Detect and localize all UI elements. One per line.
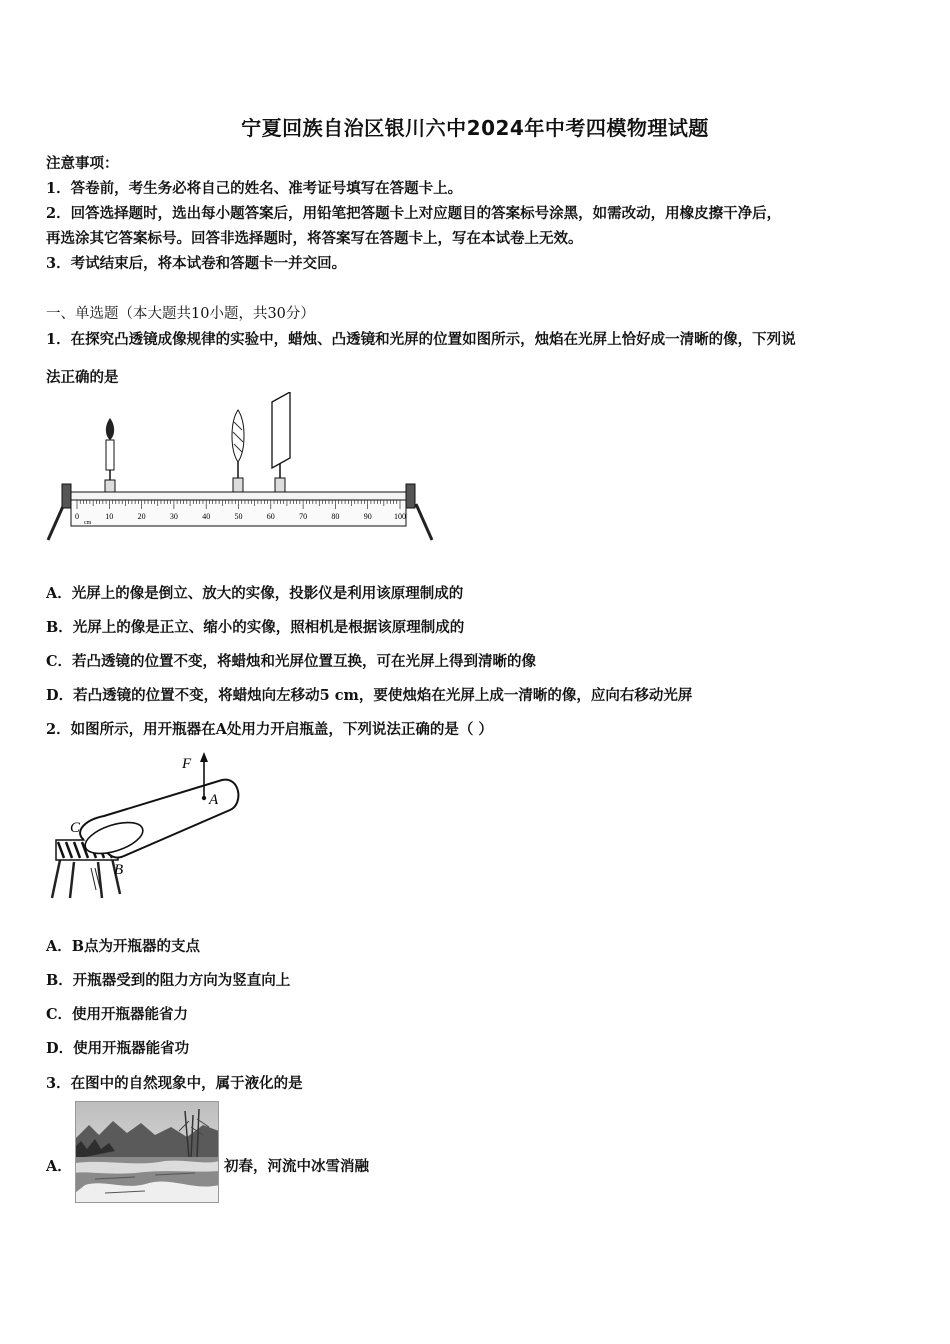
label-c: C [70,820,81,836]
q1-option-a: A．光屏上的像是倒立、放大的实像，投影仪是利用该原理制成的 [46,585,464,602]
notice-item: 1．答卷前，考生务必将自己的姓名、准考证号填写在答题卡上。 [46,180,463,197]
scale-tick-label: 40 [202,512,211,521]
scale-tick-label: 80 [331,512,340,521]
q2-option-d: D．使用开瓶器能省功 [46,1040,190,1057]
q1-stem-cont: 法正确的是 [46,369,119,386]
river-thaw-photo [75,1101,219,1203]
candle-holder [105,480,115,492]
scale-tick-label: 90 [363,512,372,521]
q3-option-a-label: A． [46,1158,72,1175]
q3-option-a-text: 初春，河流中冰雪消融 [224,1158,369,1175]
section-heading: 一、单选题（本大题共10小题，共30分） [46,306,315,322]
candle [106,440,114,470]
q1-stem: 1．在探究凸透镜成像规律的实验中，蜡烛、凸透镜和光屏的位置如图所示，烛焰在光屏上恰好成一清晰的像，下列说 [46,331,796,348]
scale-tick-label: 20 [137,512,146,521]
label-b: B [114,862,124,878]
scale-tick-label: 60 [266,512,275,521]
point-a-dot [202,796,206,800]
q1-option-b: B．光屏上的像是正立、缩小的实像，照相机是根据该原理制成的 [46,619,465,636]
q3-stem: 3．在图中的自然现象中，属于液化的是 [46,1075,303,1092]
q2-option-b: B．开瓶器受到的阻力方向为竖直向上 [46,972,291,989]
force-arrow-head [200,752,208,762]
candle-flame [106,418,114,440]
q2-option-c: C．使用开瓶器能省力 [46,1006,189,1023]
bench-right-post [406,484,415,508]
q2-stem: 2．如图所示，用开瓶器在A处用力开启瓶盖，下列说法正确的是（ ） [46,721,493,738]
bench-right-leg [416,504,432,540]
scale-unit-label: cm [84,520,92,526]
label-a: A [209,792,219,808]
notice-item: 再选涂其它答案标号。回答非选择题时，将答案写在答题卡上，写在本试卷上无效。 [46,230,583,247]
page-title: 宁夏回族自治区银川六中2024年中考四模物理试题 [241,116,709,140]
scale-tick-label: 100 [394,512,406,521]
bench-rail [71,492,406,500]
notice-item: 3．考试结束后，将本试卷和答题卡一并交回。 [46,255,347,272]
notice-item: 2．回答选择题时，选出每小题答案后，用铅笔把答题卡上对应题目的答案标号涂黑，如需改动，用橡皮擦干净后， [46,205,782,222]
bench-left-post [62,484,71,508]
q2-option-a: A．B点为开瓶器的支点 [46,938,201,955]
optical-bench-figure [44,392,444,546]
bottle-neck [52,858,120,898]
bottle-opener-figure [44,748,254,904]
screen-holder [275,478,285,492]
bench-left-leg [48,504,64,540]
q1-option-d: D．若凸透镜的位置不变，将蜡烛向左移动5 cm，要使烛焰在光屏上成一清晰的像，应向右移动光屏 [46,687,693,704]
scale-tick-label: 0 [75,512,79,521]
label-f: F [182,756,192,772]
scale-tick-label: 70 [299,512,308,521]
q1-option-c: C．若凸透镜的位置不变，将蜡烛和光屏位置互换，可在光屏上得到清晰的像 [46,653,537,670]
scale-tick-label: 50 [234,512,243,521]
scale-tick-label: 30 [169,512,178,521]
scale-tick-label: 10 [105,512,114,521]
lens-holder [233,478,243,492]
notice-heading: 注意事项： [46,155,119,172]
convex-lens [232,410,244,462]
light-screen [272,392,290,468]
